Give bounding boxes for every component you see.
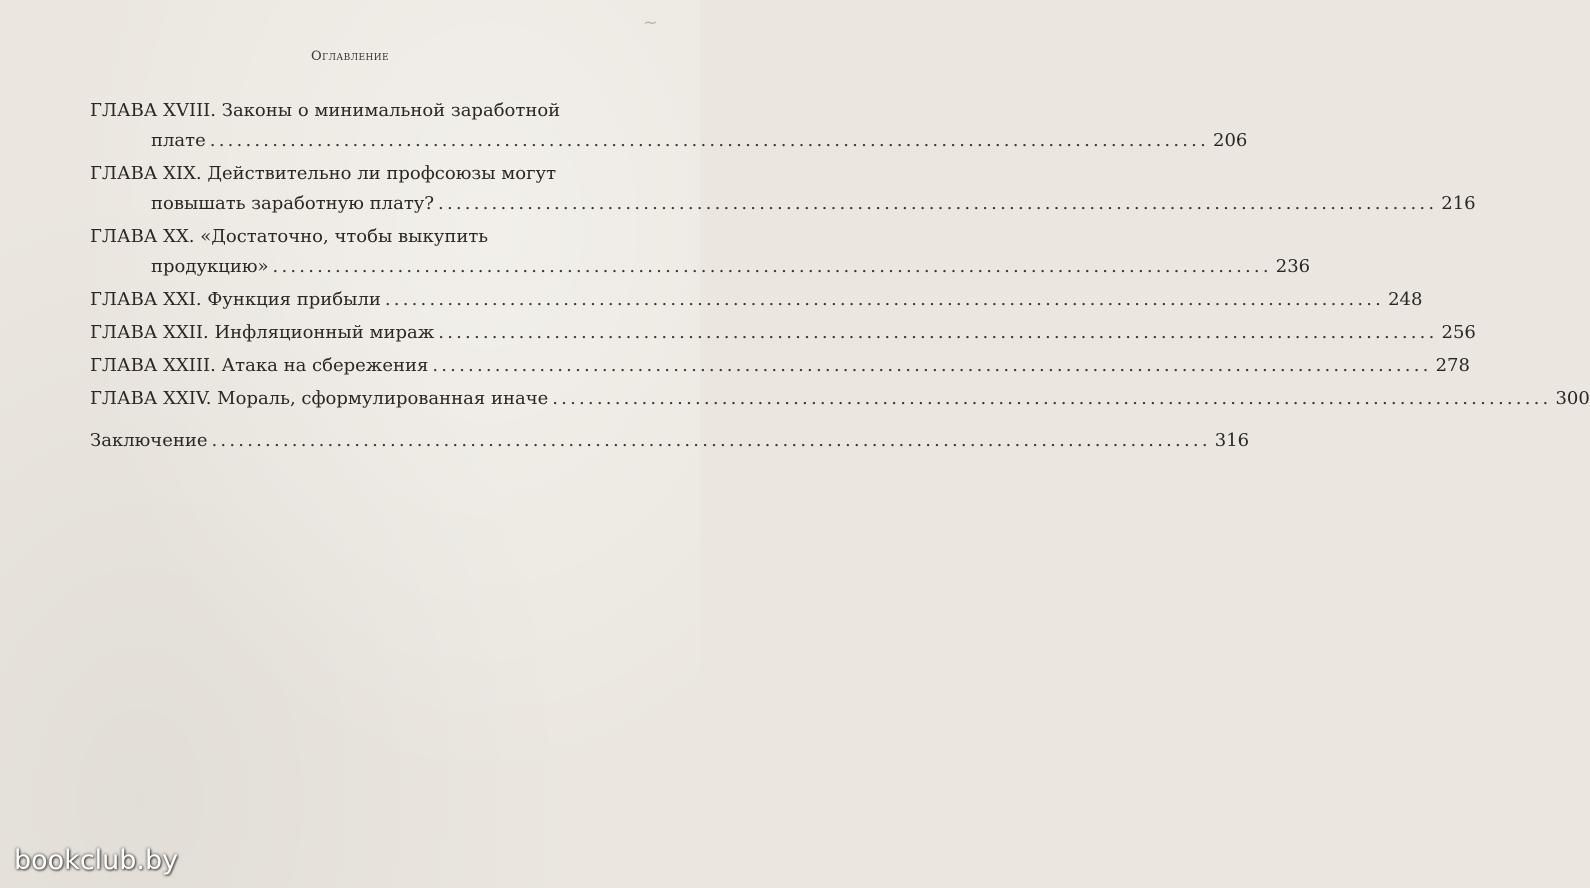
dot-leader: ................................................................................................................ — [432, 355, 1432, 376]
toc-page-number: 206 — [1213, 130, 1248, 151]
toc-entry-title-line2: плате — [151, 130, 206, 151]
toc-entry-title: ГЛАВА XXI. Функция прибыли — [90, 289, 381, 310]
dot-leader: ................................................................................................................ — [384, 289, 1385, 310]
toc-page-number: 236 — [1275, 256, 1311, 277]
corner-mark: ~ — [642, 12, 658, 33]
dot-leader: ................................................................................................................ — [209, 130, 1210, 151]
toc-entry-chapter-21 — [90, 285, 1423, 315]
dot-leader: ................................................................................................................ — [438, 322, 1438, 343]
toc-page-number: 256 — [1441, 322, 1476, 343]
toc-entry-title-line2: повышать заработную плату? — [151, 193, 435, 214]
dot-leader: ................................................................................................................ — [272, 256, 1272, 277]
dot-leader: ................................................................................................................ — [211, 430, 1211, 451]
toc-entry-title-line2: продукцию» — [151, 256, 269, 277]
toc-entry-chapter-24 — [90, 384, 1590, 414]
toc-entry-title-line1: ГЛАВА XX. «Достаточно, чтобы выкупить — [90, 226, 489, 247]
toc-entry-title-line1: ГЛАВА XVIII. Законы о минимальной заработной — [90, 100, 561, 121]
running-head: Оглавление — [311, 49, 389, 64]
toc-entry-title: Заключение — [90, 430, 208, 451]
toc-entry-chapter-19 — [90, 159, 1476, 219]
toc-page-number: 216 — [1441, 193, 1476, 214]
toc-page-number: 248 — [1388, 289, 1423, 310]
toc-entry-title: ГЛАВА XXII. Инфляционный мираж — [90, 322, 435, 343]
watermark: bookclub.by — [14, 845, 179, 876]
toc-entry-title-line1: ГЛАВА XIX. Действительно ли профсоюзы могут — [90, 163, 557, 184]
toc-page-number: 316 — [1214, 430, 1250, 451]
toc-entry-chapter-20 — [90, 222, 1311, 282]
toc-page-number: 278 — [1435, 355, 1470, 376]
toc-entry-chapter-22 — [90, 318, 1476, 348]
table-of-contents — [90, 96, 1590, 456]
dot-leader: ................................................................................................................ — [438, 193, 1438, 214]
toc-entry-chapter-18 — [90, 96, 1248, 156]
toc-entry-conclusion — [90, 426, 1250, 456]
toc-page-number: 300 — [1555, 388, 1590, 409]
toc-entry-title: ГЛАВА XXIII. Атака на сбережения — [90, 355, 429, 376]
dot-leader: ................................................................................................................ — [552, 388, 1552, 409]
toc-entry-title: ГЛАВА XXIV. Мораль, сформулированная иначе — [90, 388, 549, 409]
toc-entry-chapter-23 — [90, 351, 1470, 381]
